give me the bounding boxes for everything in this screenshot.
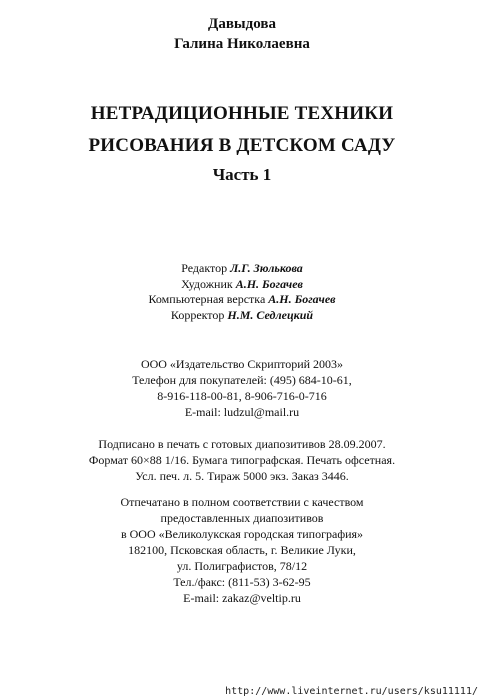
printer-line: Отпечатано в полном соответствии с качеством [120,495,364,509]
publisher-line: E-mail: ludzul@mail.ru [184,405,300,419]
author-surname: Давыдова [208,16,276,32]
printer-line: Тел./факс: (811-53) 3-62-95 [173,575,311,589]
book-title [0,98,484,162]
watermark-url: http://www.liveinternet.ru/users/ksu11111/ [225,686,478,697]
book-title-line-2: РИСОВАНИЯ В ДЕТСКОМ САДУ [88,135,396,156]
publisher-line: 8-916-118-00-81, 8-906-716-0-716 [157,389,327,403]
book-title-line-1: НЕТРАДИЦИОННЫЕ ТЕХНИКИ [90,103,394,124]
printer-line: E-mail: zakaz@veltip.ru [183,591,301,605]
publisher-block [0,356,484,420]
author-block [0,14,484,54]
printer-line: предоставленных диапозитивов [160,511,324,525]
credit-role: Художник [181,276,233,291]
printer-line: в ООО «Великолукская городская типография» [120,527,364,541]
credit-role: Корректор [170,307,225,322]
credit-person: Н.М. Седлецкий [227,307,314,322]
printer-line: 182100, Псковская область, г. Великие Луки, [128,543,356,557]
credits-block [0,261,484,323]
print-info-block [0,436,484,484]
publisher-line: Телефон для покупателей: (495) 684-10-61, [132,373,352,387]
print-info-line: Формат 60×88 1/16. Бумага типографская. Печать офсетная. [88,453,396,467]
publisher-line: ООО «Издательство Скрипторий 2003» [140,357,344,371]
credit-person: Л.Г. Зюлькова [230,261,303,275]
credit-line [0,261,484,277]
printer-line: ул. Полиграфистов, 78/12 [176,559,308,573]
credit-person: А.Н. Богачев [268,292,336,306]
credit-line [0,277,484,293]
book-part: Часть 1 [212,165,272,184]
credit-role: Редактор [181,261,228,275]
print-info-line: Усл. печ. л. 5. Тираж 5000 экз. Заказ 3446. [135,469,349,483]
credit-line [0,292,484,308]
credit-line [0,308,484,324]
printer-block [0,494,484,606]
credit-person: А.Н. Богачев [235,276,303,291]
credit-role: Компьютерная верстка [148,292,266,306]
author-name: Галина Николаевна [174,36,310,52]
print-info-line: Подписано в печать с готовых диапозитивов 28.09.2007. [98,437,386,451]
